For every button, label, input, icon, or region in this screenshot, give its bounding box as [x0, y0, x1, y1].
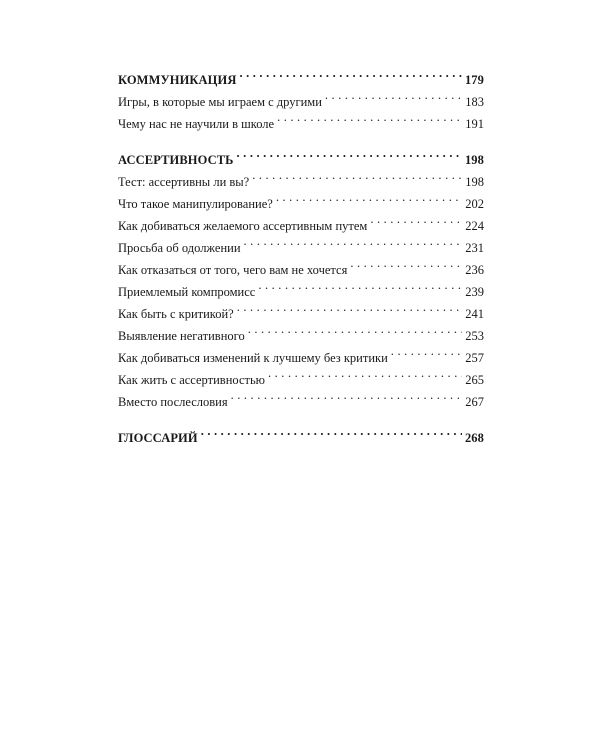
dot-leader: [237, 142, 462, 164]
table-of-contents: [118, 62, 484, 445]
toc-entry-title: Игры, в которые мы играем с другими: [118, 95, 322, 109]
dot-leader: [391, 340, 462, 362]
toc-heading-page: 198: [464, 153, 484, 167]
dot-leader: [239, 62, 461, 84]
toc-heading-title: ГЛОССАРИЙ: [118, 431, 198, 445]
toc-entry-title: Что такое манипулирование?: [118, 197, 273, 211]
dot-leader: [268, 362, 462, 384]
dot-leader: [252, 164, 462, 186]
dot-leader: [276, 186, 462, 208]
toc-entry-title: Просьба об одолжении: [118, 241, 241, 255]
toc-heading-title: АССЕРТИВНОСТЬ: [118, 153, 234, 167]
dot-leader: [370, 208, 462, 230]
toc-entry-title: Тест: ассертивны ли вы?: [118, 175, 250, 189]
toc-section-assertiveness: [118, 142, 484, 409]
dot-leader: [237, 296, 463, 318]
toc-entry-page: 257: [465, 351, 484, 365]
toc-entry-title: Как отказаться от того, чего вам не хочется: [118, 263, 348, 277]
dot-leader: [248, 318, 463, 340]
toc-entry-page: 265: [465, 373, 484, 387]
toc-entry-title: Как быть с критикой?: [118, 307, 234, 321]
toc-entry-page: 236: [465, 263, 484, 277]
toc-heading: [118, 420, 484, 445]
toc-entry-page: 253: [465, 329, 484, 343]
toc-entry-page: 198: [465, 175, 484, 189]
dot-leader: [350, 252, 462, 274]
toc-heading: [118, 62, 484, 87]
toc-entry-page: 239: [465, 285, 484, 299]
toc-entry-title: Вместо послесловия: [118, 395, 228, 409]
toc-entry-page: 267: [465, 395, 484, 409]
toc-entry-title: Как добиваться желаемого ассертивным путем: [118, 219, 368, 233]
dot-leader: [277, 106, 462, 128]
toc-entry-title: Выявление негативного: [118, 329, 245, 343]
dot-leader: [231, 384, 463, 406]
toc-heading: [118, 142, 484, 167]
toc-entry-page: 224: [465, 219, 484, 233]
toc-entry-title: Чему нас не научили в школе: [118, 117, 275, 131]
toc-entry-page: 191: [465, 117, 484, 131]
toc-heading-page: 268: [464, 431, 484, 445]
toc-entry-page: 183: [465, 95, 484, 109]
toc-entry-page: 231: [465, 241, 484, 255]
dot-leader: [201, 420, 462, 442]
toc-section-communication: [118, 62, 484, 131]
toc-section-glossary: [118, 420, 484, 445]
toc-heading-page: 179: [464, 73, 484, 87]
dot-leader: [258, 274, 462, 296]
dot-leader: [325, 84, 462, 106]
dot-leader: [244, 230, 463, 252]
toc-entry-page: 241: [465, 307, 484, 321]
toc-entry-title: Как добиваться изменений к лучшему без критики: [118, 351, 388, 365]
toc-entry-title: Как жить с ассертивностью: [118, 373, 265, 387]
toc-entry-page: 202: [465, 197, 484, 211]
toc-entry-title: Приемлемый компромисс: [118, 285, 256, 299]
toc-heading-title: КОММУНИКАЦИЯ: [118, 73, 237, 87]
